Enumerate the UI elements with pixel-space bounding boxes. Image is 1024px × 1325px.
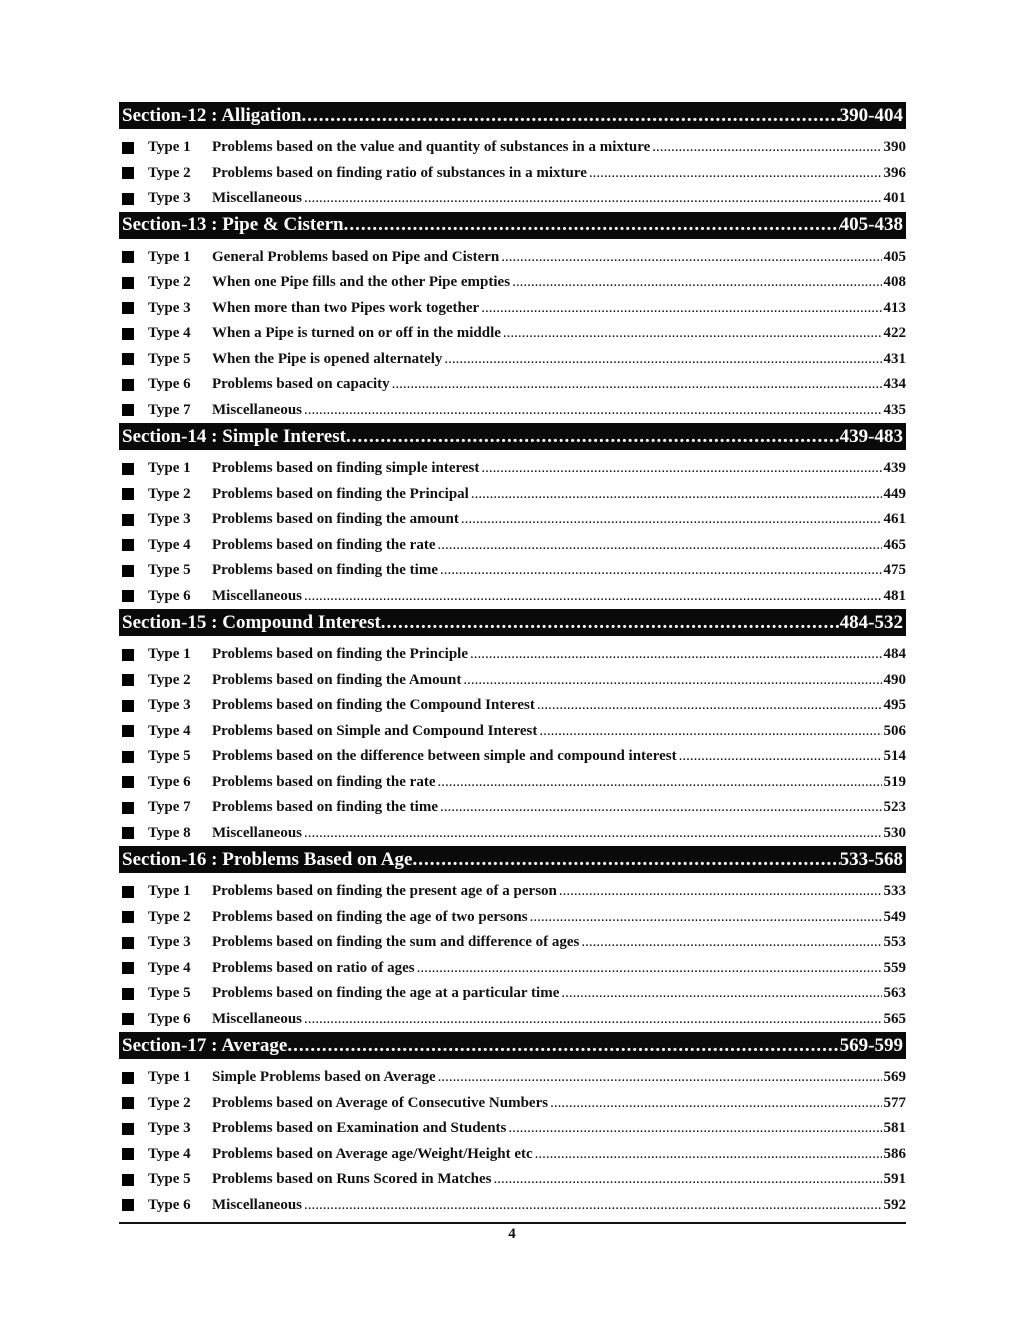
dot-leader	[537, 697, 882, 714]
section-header[interactable]	[119, 846, 906, 873]
footer-divider	[119, 1222, 906, 1224]
type-label: Type 6	[148, 376, 191, 393]
square-bullet-icon	[122, 725, 134, 737]
toc-entry[interactable]	[119, 879, 906, 905]
dot-leader	[503, 325, 882, 342]
entry-page-number: 401	[883, 190, 906, 207]
section-title: Section-14 : Simple Interest	[122, 425, 346, 447]
toc-entry[interactable]	[119, 482, 906, 508]
type-label: Type 2	[148, 908, 191, 925]
type-label: Type 3	[148, 697, 191, 714]
entry-description: Simple Problems based on Average	[212, 1069, 436, 1086]
square-bullet-icon	[122, 911, 134, 923]
type-label: Type 3	[148, 511, 191, 528]
entry-description: Problems based on Simple and Compound Interest	[212, 722, 538, 739]
entry-description: General Problems based on Pipe and Cistern	[212, 248, 500, 265]
square-bullet-icon	[122, 937, 134, 949]
toc-entry[interactable]	[119, 372, 906, 398]
entry-description: Miscellaneous	[212, 1010, 302, 1027]
square-bullet-icon	[122, 1097, 134, 1109]
toc-entry[interactable]	[119, 296, 906, 322]
square-bullet-icon	[122, 649, 134, 661]
square-bullet-icon	[122, 539, 134, 551]
dot-leader	[304, 588, 882, 605]
dot-leader	[561, 985, 881, 1002]
dot-leader	[287, 1035, 839, 1057]
toc-entry[interactable]	[119, 1007, 906, 1033]
entry-page-number: 553	[883, 934, 906, 951]
entry-page-number: 523	[883, 799, 906, 816]
dot-leader	[392, 376, 882, 393]
entry-description: Miscellaneous	[212, 401, 302, 418]
section-page-range: 439-483	[839, 425, 903, 447]
type-label: Type 1	[148, 1069, 191, 1086]
entry-page-number: 431	[883, 350, 906, 367]
section-title: Section-17 : Average	[122, 1034, 288, 1056]
entry-description: Miscellaneous	[212, 587, 302, 604]
section-page-range: 390-404	[839, 104, 903, 126]
entry-page-number: 591	[883, 1171, 906, 1188]
section-header[interactable]	[119, 212, 906, 239]
dot-leader	[438, 1069, 882, 1086]
type-label: Type 6	[148, 1196, 191, 1213]
toc-entry[interactable]	[119, 1167, 906, 1193]
dot-leader	[463, 672, 881, 689]
dot-leader	[679, 748, 882, 765]
dot-leader	[417, 960, 882, 977]
dot-leader	[461, 511, 882, 528]
toc-section	[119, 609, 906, 846]
page-number: 4	[508, 1226, 516, 1242]
dot-leader	[481, 300, 881, 317]
entry-description: Problems based on finding simple interest	[212, 460, 480, 477]
entry-description: Problems based on the difference between simple and compound interest	[212, 748, 677, 765]
dot-leader	[444, 351, 881, 368]
type-label: Type 2	[148, 671, 191, 688]
type-label: Type 8	[148, 824, 191, 841]
entry-page-number: 533	[883, 883, 906, 900]
dot-leader	[346, 426, 840, 448]
toc-entry[interactable]	[119, 905, 906, 931]
toc-entry[interactable]	[119, 981, 906, 1007]
section-page-range: 533-568	[839, 848, 903, 870]
type-label: Type 1	[148, 646, 191, 663]
dot-leader	[304, 1197, 882, 1214]
toc-entry[interactable]	[119, 693, 906, 719]
square-bullet-icon	[122, 751, 134, 763]
entry-description: Problems based on Runs Scored in Matches	[212, 1171, 492, 1188]
entry-page-number: 519	[883, 773, 906, 790]
entry-page-number: 405	[883, 248, 906, 265]
toc-entry[interactable]	[119, 795, 906, 821]
entry-description: Miscellaneous	[212, 190, 302, 207]
square-bullet-icon	[122, 1174, 134, 1186]
toc-entry[interactable]	[119, 347, 906, 373]
toc-entry[interactable]	[119, 744, 906, 770]
type-label: Type 5	[148, 562, 191, 579]
square-bullet-icon	[122, 1072, 134, 1084]
entry-page-number: 439	[883, 460, 906, 477]
type-label: Type 6	[148, 587, 191, 604]
entry-description: Miscellaneous	[212, 824, 302, 841]
dot-leader	[550, 1095, 881, 1112]
entry-description: When one Pipe fills and the other Pipe empties	[212, 274, 511, 291]
type-label: Type 7	[148, 799, 191, 816]
entry-page-number: 449	[883, 485, 906, 502]
type-label: Type 4	[148, 536, 191, 553]
entry-page-number: 434	[883, 376, 906, 393]
toc-section	[119, 423, 906, 609]
entry-page-number: 577	[883, 1094, 906, 1111]
dot-leader	[530, 909, 882, 926]
entry-page-number: 549	[883, 908, 906, 925]
entry-page-number: 495	[883, 697, 906, 714]
entry-description: Problems based on finding the rate	[212, 773, 436, 790]
section-header[interactable]	[119, 423, 906, 450]
entry-page-number: 490	[883, 671, 906, 688]
entry-description: Problems based on finding the time	[212, 562, 438, 579]
square-bullet-icon	[122, 328, 134, 340]
square-bullet-icon	[122, 988, 134, 1000]
dot-leader	[539, 723, 881, 740]
toc-entry[interactable]	[119, 245, 906, 271]
entry-page-number: 484	[883, 646, 906, 663]
entry-description: Problems based on finding the present age of a person	[212, 883, 557, 900]
square-bullet-icon	[122, 1199, 134, 1211]
type-label: Type 6	[148, 773, 191, 790]
toc-entry[interactable]	[119, 321, 906, 347]
dot-leader	[581, 934, 881, 951]
dot-leader	[304, 402, 882, 419]
entry-page-number: 465	[883, 536, 906, 553]
dot-leader	[437, 537, 881, 554]
entry-description: Miscellaneous	[212, 1196, 302, 1213]
toc-entry[interactable]	[119, 398, 906, 424]
type-label: Type 3	[148, 299, 191, 316]
entry-description: When a Pipe is turned on or off in the middle	[212, 325, 501, 342]
entry-page-number: 506	[883, 722, 906, 739]
entry-description: Problems based on finding the Amount	[212, 671, 462, 688]
square-bullet-icon	[122, 193, 134, 205]
entry-description: Problems based on finding the Principal	[212, 485, 469, 502]
dot-leader	[589, 165, 882, 182]
type-label: Type 4	[148, 722, 191, 739]
toc-entry[interactable]	[119, 558, 906, 584]
entry-page-number: 481	[883, 587, 906, 604]
type-label: Type 2	[148, 164, 191, 181]
square-bullet-icon	[122, 802, 134, 814]
entry-description: Problems based on finding the Principle	[212, 646, 468, 663]
toc-entry[interactable]	[119, 584, 906, 610]
dot-leader	[652, 139, 881, 156]
type-label: Type 4	[148, 1145, 191, 1162]
square-bullet-icon	[122, 674, 134, 686]
dot-leader	[440, 562, 882, 579]
square-bullet-icon	[122, 488, 134, 500]
entry-description: Problems based on finding the amount	[212, 511, 459, 528]
entry-description: Problems based on ratio of ages	[212, 959, 415, 976]
square-bullet-icon	[122, 1123, 134, 1135]
entry-page-number: 435	[883, 401, 906, 418]
section-header[interactable]	[119, 102, 906, 129]
type-label: Type 1	[148, 248, 191, 265]
square-bullet-icon	[122, 1013, 134, 1025]
square-bullet-icon	[122, 962, 134, 974]
toc-entry[interactable]	[119, 507, 906, 533]
entry-description: Problems based on finding ratio of substances in a mixture	[212, 164, 587, 181]
toc-entry[interactable]	[119, 186, 906, 212]
entry-description: When the Pipe is opened alternately	[212, 350, 443, 367]
dot-leader	[381, 612, 840, 634]
section-title: Section-13 : Pipe & Cistern	[122, 214, 344, 235]
section-header[interactable]	[119, 1032, 906, 1059]
toc-entry[interactable]	[119, 719, 906, 745]
section-page-range: 405-438	[839, 214, 903, 235]
entry-description: Problems based on Average of Consecutive Numbers	[212, 1094, 549, 1111]
entry-description: Problems based on the value and quantity of substances in a mixture	[212, 139, 651, 156]
square-bullet-icon	[122, 700, 134, 712]
square-bullet-icon	[122, 277, 134, 289]
type-label: Type 1	[148, 460, 191, 477]
type-label: Type 1	[148, 139, 191, 156]
toc-entry[interactable]	[119, 668, 906, 694]
dot-leader	[471, 486, 882, 503]
entry-description: Problems based on Average age/Weight/Height etc	[212, 1145, 533, 1162]
dot-leader	[440, 799, 882, 816]
toc-entry[interactable]	[119, 930, 906, 956]
type-label: Type 1	[148, 883, 191, 900]
type-label: Type 5	[148, 350, 191, 367]
entry-description: Problems based on finding the time	[212, 799, 438, 816]
entry-description: Problems based on Examination and Students	[212, 1120, 507, 1137]
toc-entry[interactable]	[119, 770, 906, 796]
dot-leader	[512, 274, 881, 291]
square-bullet-icon	[122, 167, 134, 179]
square-bullet-icon	[122, 379, 134, 391]
section-title: Section-16 : Problems Based on Age	[122, 848, 413, 870]
square-bullet-icon	[122, 1148, 134, 1160]
section-title: Section-15 : Compound Interest	[122, 611, 381, 633]
toc-entry[interactable]	[119, 642, 906, 668]
entry-page-number: 565	[883, 1010, 906, 1027]
toc-entry[interactable]	[119, 821, 906, 847]
type-label: Type 5	[148, 985, 191, 1002]
square-bullet-icon	[122, 514, 134, 526]
type-label: Type 3	[148, 1120, 191, 1137]
entry-page-number: 581	[883, 1120, 906, 1137]
square-bullet-icon	[122, 886, 134, 898]
toc-entry[interactable]	[119, 956, 906, 982]
entry-page-number: 422	[883, 325, 906, 342]
square-bullet-icon	[122, 251, 134, 263]
type-label: Type 4	[148, 325, 191, 342]
toc-entry[interactable]	[119, 1142, 906, 1168]
toc-section	[119, 102, 906, 212]
square-bullet-icon	[122, 565, 134, 577]
entry-page-number: 461	[883, 511, 906, 528]
section-title: Section-12 : Alligation	[122, 104, 302, 126]
toc-entry[interactable]	[119, 1065, 906, 1091]
entry-description: When more than two Pipes work together	[212, 299, 480, 316]
dot-leader	[344, 214, 840, 236]
square-bullet-icon	[122, 776, 134, 788]
entry-page-number: 390	[883, 139, 906, 156]
type-label: Type 5	[148, 748, 191, 765]
toc-section	[119, 846, 906, 1032]
entry-page-number: 530	[883, 824, 906, 841]
entry-page-number: 569	[883, 1069, 906, 1086]
section-header[interactable]	[119, 609, 906, 636]
entry-page-number: 408	[883, 274, 906, 291]
table-of-contents	[119, 102, 906, 1218]
entry-description: Problems based on finding the Compound Interest	[212, 697, 535, 714]
dot-leader	[559, 883, 882, 900]
entry-description: Problems based on finding the age at a particular time	[212, 985, 560, 1002]
square-bullet-icon	[122, 404, 134, 416]
square-bullet-icon	[122, 590, 134, 602]
entry-description: Problems based on finding the age of two persons	[212, 908, 528, 925]
square-bullet-icon	[122, 142, 134, 154]
entry-page-number: 413	[883, 299, 906, 316]
type-label: Type 7	[148, 401, 191, 418]
toc-section	[119, 212, 906, 424]
toc-entry[interactable]	[119, 1091, 906, 1117]
square-bullet-icon	[122, 827, 134, 839]
dot-leader	[493, 1171, 881, 1188]
square-bullet-icon	[122, 463, 134, 475]
type-label: Type 4	[148, 959, 191, 976]
dot-leader	[304, 190, 882, 207]
entry-page-number: 514	[883, 748, 906, 765]
toc-section	[119, 1032, 906, 1218]
entry-description: Problems based on capacity	[212, 376, 390, 393]
square-bullet-icon	[122, 353, 134, 365]
dot-leader	[437, 774, 881, 791]
entry-description: Problems based on finding the rate	[212, 536, 436, 553]
type-label: Type 3	[148, 190, 191, 207]
toc-entry[interactable]	[119, 456, 906, 482]
dot-leader	[301, 105, 839, 127]
entry-description: Problems based on finding the sum and difference of ages	[212, 934, 580, 951]
toc-entry[interactable]	[119, 1193, 906, 1219]
dot-leader	[501, 249, 881, 266]
entry-page-number: 559	[883, 959, 906, 976]
square-bullet-icon	[122, 302, 134, 314]
entry-page-number: 563	[883, 985, 906, 1002]
toc-entry[interactable]	[119, 533, 906, 559]
dot-leader	[304, 825, 882, 842]
section-page-range: 484-532	[839, 611, 903, 633]
toc-entry[interactable]	[119, 135, 906, 161]
type-label: Type 6	[148, 1010, 191, 1027]
toc-entry[interactable]	[119, 1116, 906, 1142]
section-page-range: 569-599	[839, 1034, 903, 1056]
type-label: Type 2	[148, 485, 191, 502]
entry-page-number: 592	[883, 1196, 906, 1213]
entry-page-number: 475	[883, 562, 906, 579]
type-label: Type 5	[148, 1171, 191, 1188]
dot-leader	[481, 460, 881, 477]
dot-leader	[535, 1146, 882, 1163]
type-label: Type 3	[148, 934, 191, 951]
type-label: Type 2	[148, 1094, 191, 1111]
dot-leader	[508, 1120, 881, 1137]
toc-entry[interactable]	[119, 161, 906, 187]
entry-page-number: 586	[883, 1145, 906, 1162]
dot-leader	[304, 1011, 882, 1028]
dot-leader	[470, 646, 882, 663]
entry-page-number: 396	[883, 164, 906, 181]
toc-entry[interactable]	[119, 270, 906, 296]
type-label: Type 2	[148, 274, 191, 291]
dot-leader	[412, 849, 839, 871]
